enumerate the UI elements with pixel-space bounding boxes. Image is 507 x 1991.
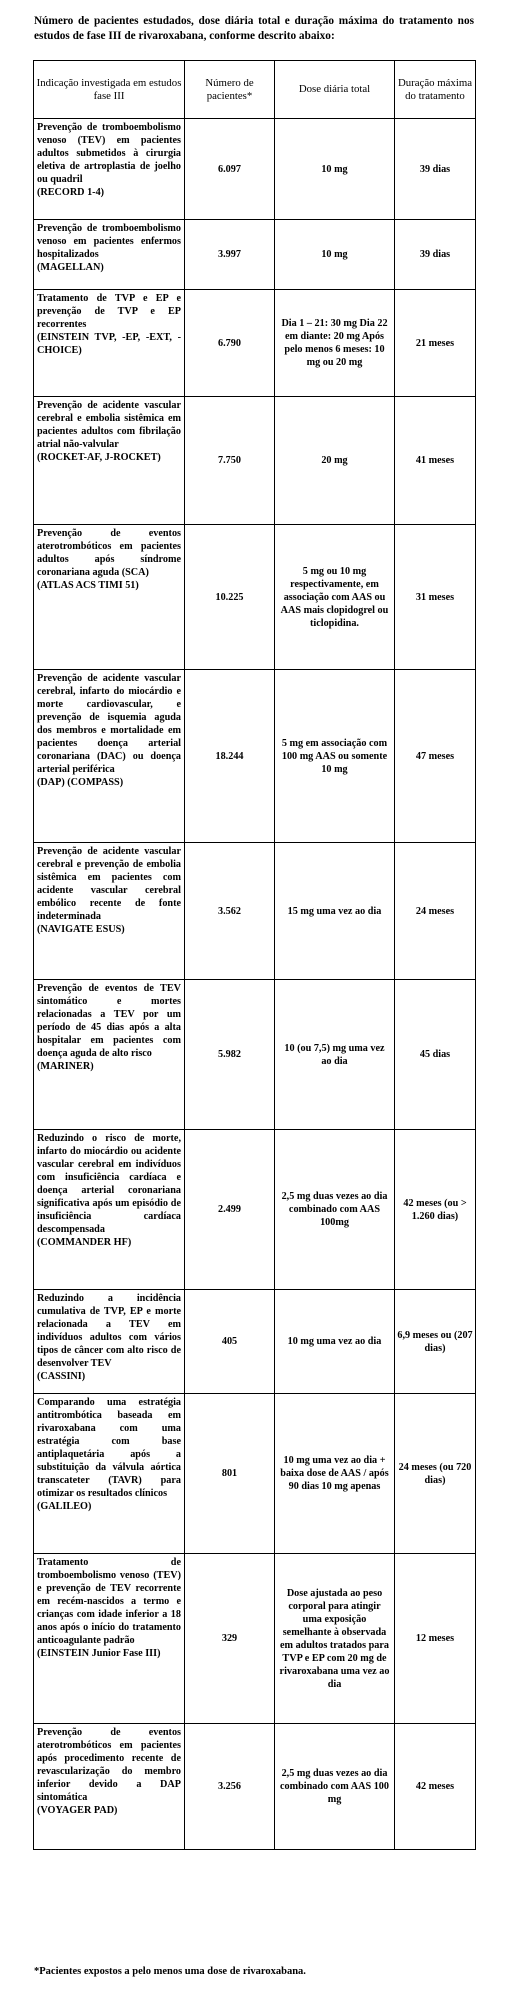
table-header-row xyxy=(34,61,476,119)
dose-cell: 5 mg ou 10 mg respectivamente, em associação com AAS ou AAS mais clopidogrel ou ticlopidina. xyxy=(275,525,395,670)
study-name: (MARINER) xyxy=(37,1061,94,1072)
table-row xyxy=(34,843,476,980)
study-name: (VOYAGER PAD) xyxy=(37,1805,118,1816)
table-row xyxy=(34,220,476,290)
table-row xyxy=(34,1130,476,1290)
header-patients: Número de pacientes* xyxy=(185,61,275,119)
indication-text: Reduzindo a incidência cumulativa de TVP, EP e morte relacionada a TEV em indivíduos adultos com vários tipos de câncer com alto risco de desenvolver TEV xyxy=(37,1293,181,1369)
table-footnote: *Pacientes expostos a pelo menos uma dose de rivaroxabana. xyxy=(34,1966,306,1977)
dose-cell: Dia 1 – 21: 30 mg Dia 22 em diante: 20 mg Após pelo menos 6 meses: 10 mg ou 20 mg xyxy=(275,290,395,397)
duration-cell: 42 meses (ou > 1.260 dias) xyxy=(395,1130,476,1290)
dose-cell: Dose ajustada ao peso corporal para atingir uma exposição semelhante à observada em adultos tratados para TVP e EP com 20 mg de rivaroxabana uma vez ao dia xyxy=(275,1554,395,1724)
duration-cell: 39 dias xyxy=(395,119,476,220)
study-name: (NAVIGATE ESUS) xyxy=(37,924,125,935)
duration-cell: 45 dias xyxy=(395,980,476,1130)
study-name: (COMMANDER HF) xyxy=(37,1237,132,1248)
dose-cell: 2,5 mg duas vezes ao dia combinado com AAS 100 mg xyxy=(275,1724,395,1850)
header-indication: Indicação investigada em estudos fase III xyxy=(34,61,185,119)
indication-cell xyxy=(34,1554,185,1724)
table-row xyxy=(34,1724,476,1850)
indication-text: Prevenção de acidente vascular cerebral e prevenção de embolia sistêmica em pacientes com acidente vascular cerebral embólico recente de fonte indeterminada xyxy=(37,846,181,922)
patients-cell: 801 xyxy=(185,1394,275,1554)
dose-cell: 15 mg uma vez ao dia xyxy=(275,843,395,980)
table-row xyxy=(34,1394,476,1554)
patients-cell: 5.982 xyxy=(185,980,275,1130)
dose-cell: 20 mg xyxy=(275,397,395,525)
duration-cell: 31 meses xyxy=(395,525,476,670)
study-name: (EINSTEIN TVP, -EP, -EXT, - CHOICE) xyxy=(37,332,181,356)
indication-cell xyxy=(34,290,185,397)
study-name: (CASSINI) xyxy=(37,1371,86,1382)
table-row xyxy=(34,980,476,1130)
indication-text: Prevenção de eventos aterotrombóticos em pacientes após procedimento recente de revascularização do membro inferior devido a DAP sintomática xyxy=(37,1727,181,1803)
dose-cell: 10 mg xyxy=(275,119,395,220)
dose-cell: 5 mg em associação com 100 mg AAS ou somente 10 mg xyxy=(275,670,395,843)
duration-cell: 24 meses (ou 720 dias) xyxy=(395,1394,476,1554)
indication-cell xyxy=(34,1130,185,1290)
indication-text: Tratamento de tromboembolismo venoso (TEV) e prevenção de TEV recorrente em recém-nascidos a termo e crianças com idade inferior a 18 anos após o início do tratamento anticoagulante padrão xyxy=(37,1557,181,1646)
study-name: (EINSTEIN Junior Fase III) xyxy=(37,1648,161,1659)
duration-cell: 24 meses xyxy=(395,843,476,980)
study-name: (GALILEO) xyxy=(37,1501,92,1512)
header-dose: Dose diária total xyxy=(275,61,395,119)
duration-cell: 41 meses xyxy=(395,397,476,525)
indication-cell xyxy=(34,397,185,525)
indication-text: Prevenção de eventos de TEV sintomático e mortes relacionadas a TEV por um período de 45 dias após a alta hospitalar em pacientes com doença aguda de alto risco xyxy=(37,983,181,1059)
duration-cell: 42 meses xyxy=(395,1724,476,1850)
indication-text: Prevenção de tromboembolismo venoso (TEV) em pacientes adultos submetidos à cirurgia eletiva de artroplastia de joelho ou quadril xyxy=(37,122,181,185)
duration-cell: 6,9 meses ou (207 dias) xyxy=(395,1290,476,1394)
table-row xyxy=(34,397,476,525)
table-row xyxy=(34,1290,476,1394)
patients-cell: 7.750 xyxy=(185,397,275,525)
study-name: (RECORD 1-4) xyxy=(37,187,105,198)
patients-cell: 6.097 xyxy=(185,119,275,220)
indication-text: Prevenção de acidente vascular cerebral e embolia sistêmica em pacientes adultos com fibrilação atrial não-valvular xyxy=(37,400,181,450)
table-row xyxy=(34,525,476,670)
patients-cell: 3.562 xyxy=(185,843,275,980)
indication-text: Prevenção de acidente vascular cerebral, infarto do miocárdio e morte cardiovascular, e prevenção de isquemia aguda dos membros e mortalidade em pacientes doença arterial coronariana (DAC) ou doença arterial periférica xyxy=(37,673,181,775)
indication-cell xyxy=(34,1724,185,1850)
indication-cell xyxy=(34,670,185,843)
duration-cell: 47 meses xyxy=(395,670,476,843)
patients-cell: 2.499 xyxy=(185,1130,275,1290)
indication-cell xyxy=(34,980,185,1130)
study-table xyxy=(33,60,476,1850)
indication-cell xyxy=(34,843,185,980)
table-row xyxy=(34,670,476,843)
indication-cell xyxy=(34,220,185,290)
table-row xyxy=(34,290,476,397)
study-name: (DAP) (COMPASS) xyxy=(37,777,124,788)
indication-cell xyxy=(34,1290,185,1394)
study-name: (ATLAS ACS TIMI 51) xyxy=(37,580,139,591)
study-name: (ROCKET-AF, J-ROCKET) xyxy=(37,452,161,463)
indication-cell xyxy=(34,525,185,670)
dose-cell: 10 (ou 7,5) mg uma vez ao dia xyxy=(275,980,395,1130)
dose-cell: 10 mg uma vez ao dia xyxy=(275,1290,395,1394)
patients-cell: 3.256 xyxy=(185,1724,275,1850)
patients-cell: 6.790 xyxy=(185,290,275,397)
indication-text: Prevenção de eventos aterotrombóticos em pacientes adultos após síndrome coronariana aguda (SCA) xyxy=(37,528,181,578)
dose-cell: 10 mg xyxy=(275,220,395,290)
table-caption: Número de pacientes estudados, dose diária total e duração máxima do tratamento nos estudos de fase III de rivaroxabana, conforme descrito abaixo: xyxy=(34,15,474,42)
patients-cell: 18.244 xyxy=(185,670,275,843)
duration-cell: 12 meses xyxy=(395,1554,476,1724)
table-row xyxy=(34,1554,476,1724)
patients-cell: 405 xyxy=(185,1290,275,1394)
indication-cell xyxy=(34,119,185,220)
header-duration: Duração máxima do tratamento xyxy=(395,61,476,119)
indication-text: Comparando uma estratégia antitrombótica baseada em rivaroxabana com uma estratégia com base antiplaquetária após a substituição da válvula aórtica transcateter (TAVR) para otimizar os resultados clínicos xyxy=(37,1397,181,1499)
indication-text: Prevenção de tromboembolismo venoso em pacientes enfermos hospitalizados xyxy=(37,223,181,260)
patients-cell: 3.997 xyxy=(185,220,275,290)
study-name: (MAGELLAN) xyxy=(37,262,104,273)
dose-cell: 2,5 mg duas vezes ao dia combinado com AAS 100mg xyxy=(275,1130,395,1290)
dose-cell: 10 mg uma vez ao dia + baixa dose de AAS / após 90 dias 10 mg apenas xyxy=(275,1394,395,1554)
patients-cell: 329 xyxy=(185,1554,275,1724)
duration-cell: 39 dias xyxy=(395,220,476,290)
indication-cell xyxy=(34,1394,185,1554)
indication-text: Tratamento de TVP e EP e prevenção de TVP e EP recorrentes xyxy=(37,293,181,330)
indication-text: Reduzindo o risco de morte, infarto do miocárdio ou acidente vascular cerebral em indivíduos com insuficiência cardíaca e doença arterial coronariana significativa após um episódio de insuficiência cardíaca descompensada xyxy=(37,1133,181,1235)
patients-cell: 10.225 xyxy=(185,525,275,670)
duration-cell: 21 meses xyxy=(395,290,476,397)
table-row xyxy=(34,119,476,220)
